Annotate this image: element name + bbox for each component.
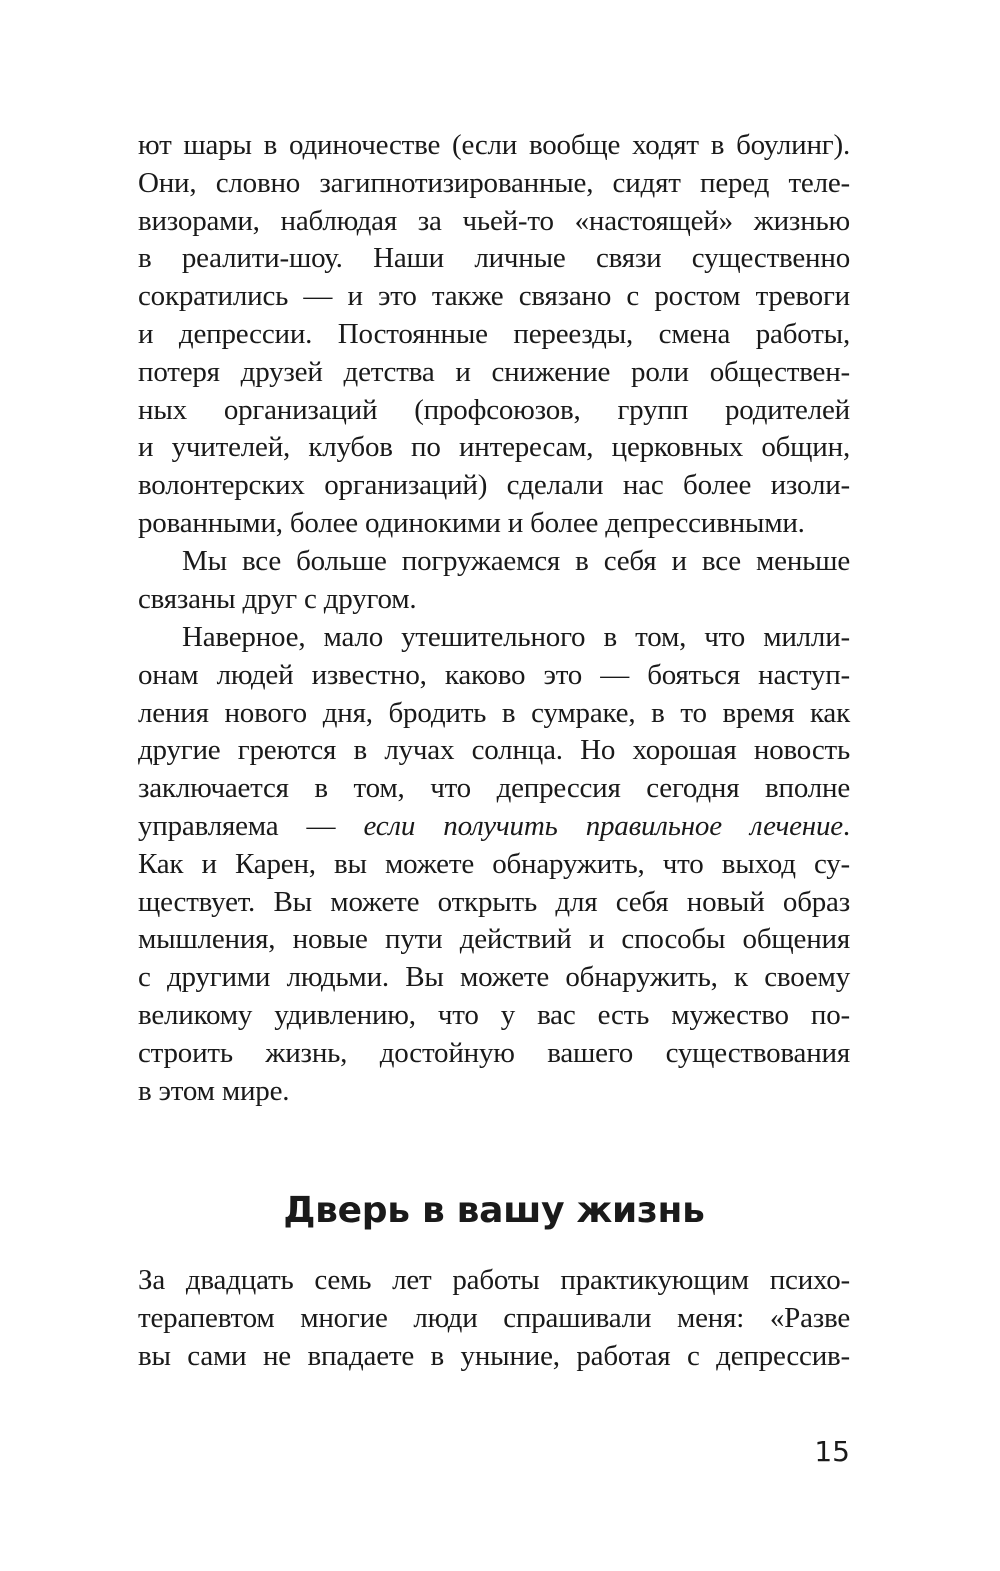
text-line: рованными, более одинокими и более депрессивными. (138, 506, 805, 539)
section-heading: Дверь в вашу жизнь (283, 1190, 705, 1231)
page-number: 15 (814, 1435, 850, 1468)
text-line: с другими людьми. Вы можете обнаружить, к своему (138, 961, 850, 994)
text-line: ществует. Вы можете открыть для себя новый образ (138, 885, 850, 918)
text-segment: управляема — (138, 809, 364, 842)
text-line: и учителей, клубов по интересам, церковных общин, (138, 431, 850, 464)
text-line: ления нового дня, бродить в сумраке, в то время как (138, 696, 850, 729)
text-line: волонтерских организаций) сделали нас более изоли- (138, 469, 850, 502)
text-line: другие греются в лучах солнца. Но хорошая новость (138, 734, 850, 767)
text-segment: . (842, 809, 850, 842)
text-line: вы сами не впадаете в уныние, работая с депрессив- (138, 1339, 850, 1372)
text-line: терапевтом многие люди спрашивали меня: «Разве (138, 1301, 850, 1334)
text-line: За двадцать семь лет работы практикующим психо- (138, 1264, 850, 1296)
text-line: заключается в том, что депрессия сегодня вполне (138, 772, 850, 805)
text-line: ют шары в одиночестве (если вообще ходят в боулинг). (138, 129, 850, 161)
paragraph-1 (138, 127, 850, 543)
text-line: мышления, новые пути действий и способы общения (138, 923, 850, 956)
paragraph-2 (138, 543, 850, 619)
text-line: Мы все больше погружаемся в себя и все меньше (182, 545, 850, 577)
text-line: и депрессии. Постоянные переезды, смена работы, (138, 317, 850, 350)
text-line: онам людей известно, каково это — бояться наступ- (138, 658, 850, 691)
text-line: связаны друг с другом. (138, 582, 417, 615)
text-line: Как и Карен, вы можете обнаружить, что выход су- (138, 847, 850, 880)
text-line: визорами, наблюдая за чьей-то «настоящей» жизнью (138, 204, 850, 237)
text-line: ных организаций (профсоюзов, групп родителей (138, 393, 850, 426)
text-line: потеря друзей детства и снижение роли обществен- (138, 355, 850, 388)
text-line: сократились — и это также связано с ростом тревоги (138, 280, 850, 313)
italic-emphasis: если получить правильное лечение (363, 809, 843, 842)
text-line: великому удивлению, что у вас есть мужество по- (138, 998, 850, 1031)
text-line: Они, словно загипнотизированные, сидят перед теле- (138, 166, 850, 199)
text-line: строить жизнь, достойную вашего существования (138, 1036, 850, 1069)
text-line: в реалити-шоу. Наши личные связи существенно (138, 242, 850, 275)
text-line: в этом мире. (138, 1074, 290, 1107)
paragraph-4 (138, 1262, 850, 1375)
text-line-mixed (138, 808, 850, 846)
paragraph-3 (138, 619, 850, 1110)
text-line: Наверное, мало утешительного в том, что милли- (182, 621, 850, 653)
